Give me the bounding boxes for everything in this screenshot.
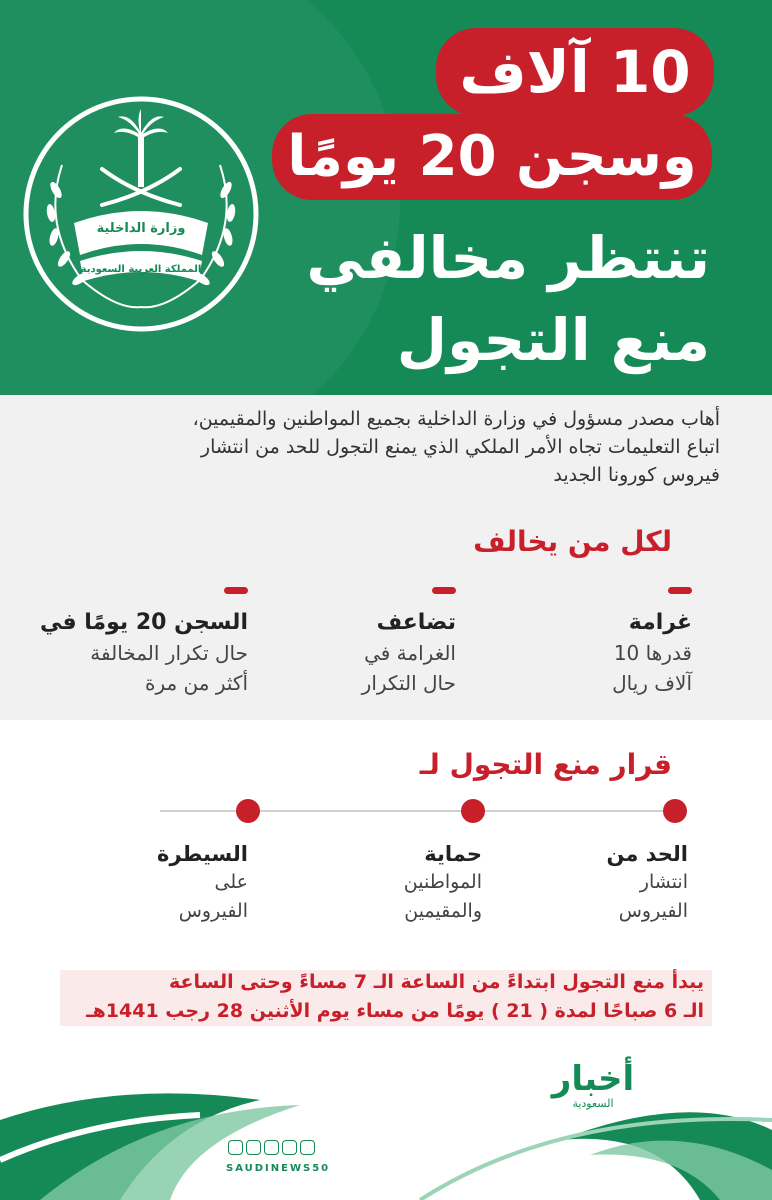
penalty-text: حال التكرار [361,671,456,695]
decision-text: على [214,871,248,893]
penalty-text: آلاف ريال [612,671,692,695]
footer-waves [0,1060,772,1200]
headline-pill-2: وسجن 20 يومًا [272,114,712,200]
intro-line-2: اتباع التعليمات تجاه الأمر الملكي الذي يمنع التجول للحد من انتشار [200,436,720,458]
dash-marker [668,587,692,594]
decision-text: والمقيمين [404,900,482,922]
penalty-item-double [286,587,456,698]
decision-item-control [88,840,248,926]
intro-line-1: أهاب مصدر مسؤول في وزارة الداخلية بجميع المواطنين والمقيمين، [192,408,720,430]
notice-line-2: الـ 6 صباحًا لمدة ( 21 ) يومًا من مساء يوم الأثنين 28 رجب 1441هـ [86,1000,704,1022]
penalty-text: حال تكرار المخالفة [90,641,248,665]
social-handle: SAUDINEWS50 [226,1163,331,1174]
logo-main-text: أخبار [551,1059,635,1099]
penalties-title: لكل من يخالف [473,525,672,558]
decision-item-limit [528,840,688,926]
timeline-dot [663,799,687,823]
penalty-text: أكثر من مرة [144,671,248,695]
penalty-text: قدرها 10 [613,641,692,665]
penalty-title: غرامة [628,610,692,635]
decision-text: المواطنين [403,871,482,893]
headline-line-3: تنتظر مخالفي [306,224,710,292]
notice-line-1: يبدأ منع التجول ابتداءً من الساعة الـ 7 مساءً وحتى الساعة [168,971,704,993]
penalty-title: السجن 20 يومًا في [39,610,248,635]
decision-text: الفيروس [618,900,688,922]
youtube-icon [264,1140,279,1155]
header-banner [0,0,772,395]
snapchat-icon [282,1140,297,1155]
emblem-lower-text: المملكة العربية السعودية [80,264,202,275]
intro-line-3: فيروس كورونا الجديد [553,464,720,486]
logo-sub-text: السعودية [572,1097,614,1110]
penalty-title: تضاعف [376,610,456,635]
headline-line-4: منع التجول [396,306,710,374]
curfew-notice [44,968,704,1026]
timeline-dot [236,799,260,823]
telegram-icon [300,1140,315,1155]
decision-title: قرار منع التجول لـ [419,748,672,781]
penalty-text: الغرامة في [364,641,456,665]
decision-title-text: السيطرة [157,842,248,866]
intro-paragraph [40,405,720,489]
decision-text: الفيروس [178,900,248,922]
dash-marker [224,587,248,594]
timeline-dot [461,799,485,823]
instagram-icon [246,1140,261,1155]
emblem-arc-text: وزارة الداخلية [96,221,186,236]
dash-marker [432,587,456,594]
decision-text: انتشار [639,871,688,893]
decision-item-protect [322,840,482,926]
ministry-emblem-icon [22,95,260,333]
penalty-item-fine [522,587,692,698]
social-icons [228,1140,348,1160]
twitter-icon [228,1140,243,1155]
penalty-item-prison [18,587,248,698]
headline-pill-1: 10 آلاف [436,28,714,116]
brand-logo [548,1060,638,1120]
decision-title-text: حماية [424,842,482,866]
decision-title-text: الحد من [606,842,688,866]
